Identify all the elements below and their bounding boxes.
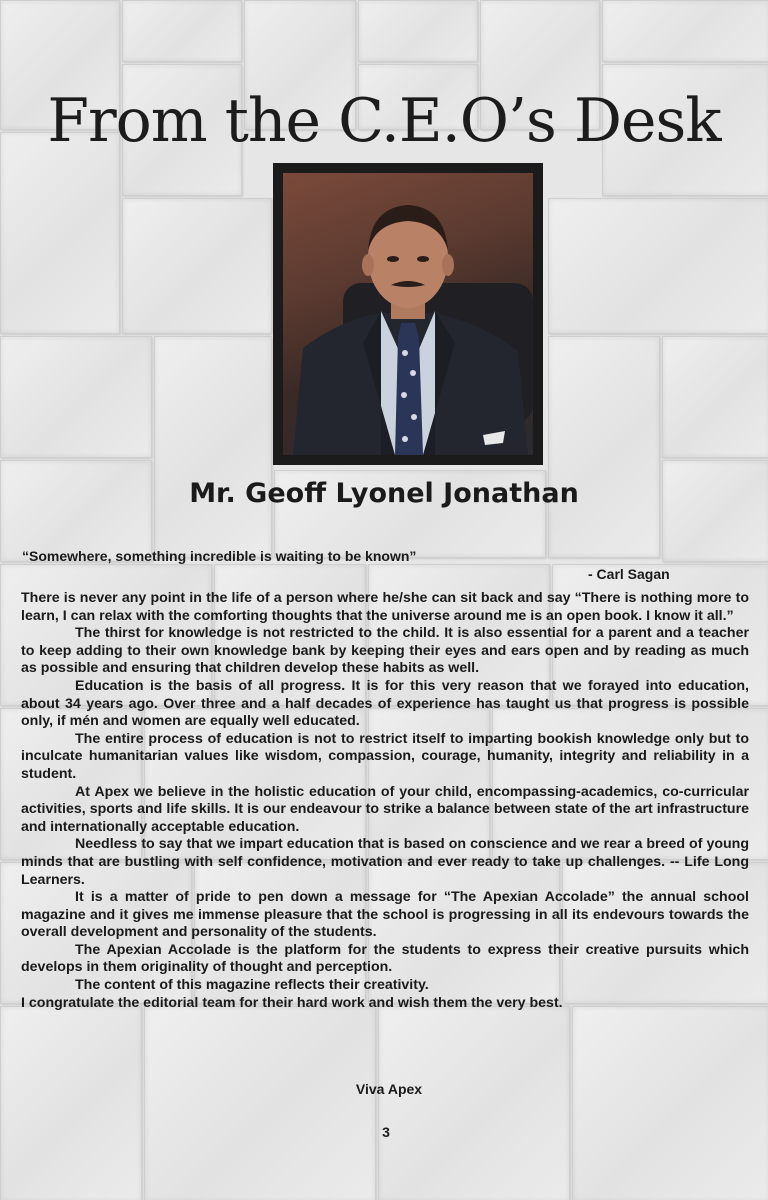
paragraph: I congratulate the editorial team for their hard work and wish them the very best. bbox=[21, 994, 563, 1011]
ceo-portrait-photo bbox=[283, 173, 533, 455]
opening-quote: “Somewhere, something incredible is waiting to be known” bbox=[22, 548, 417, 564]
paragraph: The Apexian Accolade is the platform for the students to express their creative pursuits which develops in them originality of thought and perception. bbox=[21, 941, 749, 976]
paragraph: Education is the basis of all progress. It is for this very reason that we forayed into education, about 34 years ago. Over three and a half decades of experience has taught us that progress is possible only, if mén and women are equally well educated. bbox=[21, 677, 749, 730]
ceo-name: Mr. Geoff Lyonel Jonathan bbox=[189, 478, 579, 509]
paragraph: The content of this magazine reflects their creativity. bbox=[75, 977, 429, 994]
paragraph: The entire process of education is not to restrict itself to imparting bookish knowledge only but to inculcate humanitarian values like wisdom, compassion, courage, humanity, integrity and reliability in a student. bbox=[21, 730, 749, 782]
paragraph: The thirst for knowledge is not restricted to the child. It is also essential for a parent and a teacher to keep adding to their own knowledge bank by keeping their eyes and ears open and by reading as much as possible and ensuring that children develop these habits as well. bbox=[21, 625, 749, 677]
page-title: From the C.E.O’s Desk bbox=[47, 86, 721, 156]
paragraph: There is never any point in the life of a person where he/she can sit back and say “There is nothing more to learn, I can relax with the comforting thoughts that the universe around me is an open book. I know it all.” bbox=[21, 590, 749, 624]
paragraph: It is a matter of pride to pen down a message for “The Apexian Accolade” the annual school magazine and it gives me immense pleasure that the school is progressing in all its endevours towards the overall development and personality of the students. bbox=[21, 889, 749, 941]
paragraph: Needless to say that we impart education that is based on conscience and we rear a breed of young minds that are bustling with self confidence, motivation and ever ready to take up challenges. -- Life Long Learners. bbox=[21, 836, 749, 888]
message-body bbox=[21, 590, 749, 1012]
ceo-photo-frame bbox=[273, 163, 543, 465]
page-number: 3 bbox=[382, 1124, 390, 1140]
paragraph: At Apex we believe in the holistic education of your child, encompassing-academics, co-curricular activities, sports and life skills. It is our endeavour to strike a balance between state of the art infrastructure and internationally acceptable education. bbox=[21, 783, 749, 835]
signoff: Viva Apex bbox=[355, 1081, 423, 1097]
quote-author: - Carl Sagan bbox=[588, 566, 670, 582]
